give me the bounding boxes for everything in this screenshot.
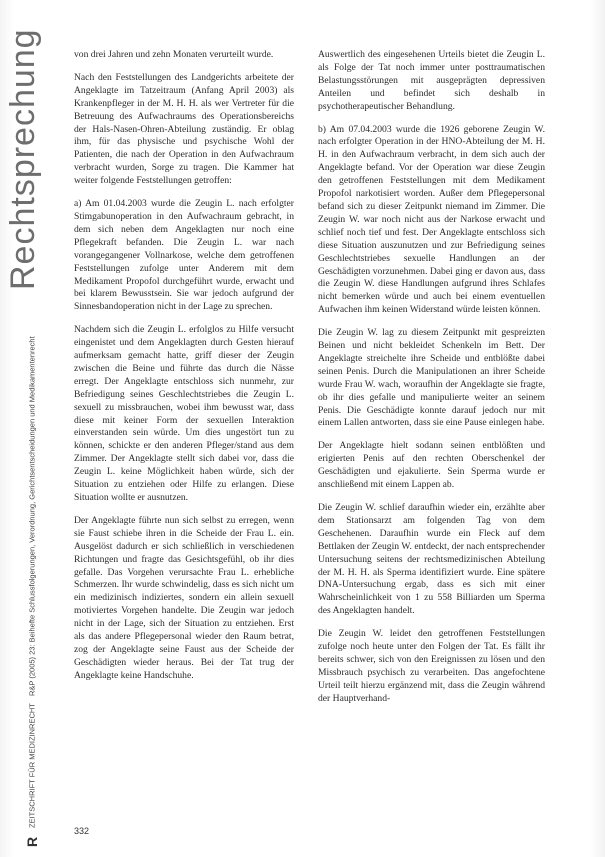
paragraph: Die Zeugin W. lag zu diesem Zeitpunkt mit gespreizten Beinen und nicht bekleidet Schenkeln im Bett. Der Angeklagte streichelte ihre Scheide und entblößte dabei seinen Penis. Durch die Manipulationen an ihrer Scheide wurde Frau W. wach, woraufhin der Angeklagte sie fragte, ob ihr dies gefalle und manipulierte weiter an seinem Penis. Die Geschädigte konnte darauf jedoch nur mit einem Lallen antworten, dass sie eine Pause einlegen habe. (318, 327, 545, 429)
left-column (74, 49, 294, 693)
paragraph: b) Am 07.04.2003 wurde die 1926 geborene Zeugin W. nach erfolgter Operation in der HNO-Abteilung der M. H. H. in den Aufwachraum verbracht, in dem sich auch der Angeklagte befand. Vor der Operation war diese Zeugin den getroffenen Feststellungen mit dem Medikament Propofol narkotisiert worden. Außer dem Pflegepersonal befand sich zu dieser Zeitpunkt niemand im Zimmer. Die Zeugin W. war noch nicht aus der Narkose erwacht und schlief noch tief und fest. Der Angeklagte entschloss sich diese Situation auszunutzen und zur Befriedigung seines Geschlechtstriebes sexuelle Handlungen an der Geschädigten vorzunehmen. Dabei ging er davon aus, dass die Zeugin W. diese Handlungen aufgrund ihres Schlafes nicht bemerken würde und auch bei einem eventuellen Aufwachen ihm keinen Widerstand würde leisten können. (318, 123, 545, 316)
journal-footer-text: R&P (2005) 23: Beihefte Schlussfolgerungen, Verordnung, Gerichtsentscheidungen und Medikamentenrecht (27, 335, 37, 696)
paragraph: Der Angeklagte führte nun sich selbst zu erregen, wenn sie Faust schiebe ihren in die Scheide der Frau L. ein. Ausgelöst dadurch er sich schließlich in verschiedenen Richtungen und fragte das Gesichtsgefühl, ob ihr dies gefalle. Das Vorgehen verursachte Frau L. erhebliche Schmerzen. Ihr wurde schwindelig, dass es sich nicht um ein medizinisch indiziertes, sondern ein allein sexuell motiviertes Vorgehen handelte. Die Zeugin war jedoch nicht in der Lage, sich der Situation zu entziehen. Erst als das andere Pflegepersonal wieder den Raum betrat, zog der Angeklagte seine Faust aus der Scheide der Geschädigten wieder heraus. Bei der Tat trug der Angeklagte keine Handschuhe. (74, 514, 294, 681)
right-column (318, 49, 545, 716)
paragraph: Nachdem sich die Zeugin L. erfolglos zu Hilfe versucht eingenistet und dem Angeklagten durch Gesten hierauf aufmerksam gemacht hatte, griff dieser der Zeugin zwischen die Beine und führte das durch die Nässe erregt. Der Angeklagte entschloss sich nunmehr, zur Befriedigung seines Geschlechtstriebes die Zeugin L. sexuell zu missbrauchen, wobei ihm bewusst war, dass diese mit keiner Form der sexuellen Interaktion einverstanden sein würde. Um dies ungestört tun zu können, schickte er den anderen Pfleger/stand aus dem Zimmer. Der Angeklagte stellt sich dabei vor, dass die Zeugin L. keine Möglichkeit haben würde, sich der Situation zu entziehen oder Hilfe zu erlangen. Diese Situation wollte er ausnutzen. (74, 324, 294, 503)
paragraph: Auswertlich des eingesehenen Urteils bietet die Zeugin L. als Folge der Tat noch immer unter posttraumatischen Belastungsstörungen mit ausgeprägten depressiven Anteilen und befindet sich deshalb in psychotherapeutischer Behandlung. (318, 49, 545, 112)
page-number: 332 (74, 826, 90, 836)
section-title: Rechtsprechung (4, 28, 42, 290)
paragraph: a) Am 01.04.2003 wurde die Zeugin L. nach erfolgter Stimgabunoperation in den Aufwachraum gebracht, in dem sich neben dem Angeklagten nur noch eine Pflegekraft befanden. Die Zeugin L. war nach vorangegangener Vollnarkose, welche dem getroffenen Feststellungen zufolge unter Anderem mit dem Medikament Propofol durchgeführt wurde, erwacht und bei klarem Bewusstsein. Sie war jedoch aufgrund der Sinnesbandoperation nicht in der Lage zu sprechen. (74, 198, 294, 313)
journal-logo: R (24, 836, 40, 847)
paragraph: Die Zeugin W. leidet den getroffenen Feststellungen zufolge noch heute unter den Folgen der Tat. Es fällt ihr bereits schwer, sich von den Ereignissen zu lösen und den Missbrauch psychisch zu verarbeiten. Das angefochtene Urteil teilt hierzu ergänzend mit, dass die Zeugin während der Hauptverhand- (318, 628, 545, 704)
paragraph: Nach den Feststellungen des Landgerichts arbeitete der Angeklagte im Tatzeitraum (Anfang April 2003) als Krankenpfleger in der M. H. H. als wer Vertreter für die Betreuung des Aufwachraums des Operationsbereichs der Hals-Nasen-Ohren-Abteilung zuständig. Er oblag ihm, für das physische und psychische Wohl der Patienten, die nach der Operation in den Aufwachraum verbracht wurden, Sorge zu tragen. Die Kammer hat weiter folgende Feststellungen getroffen: (74, 71, 294, 187)
journal-footer (24, 335, 40, 847)
paragraph: von drei Jahren und zehn Monaten verurteilt wurde. (74, 49, 274, 60)
paragraph: Die Zeugin W. schlief daraufhin wieder ein, erzählte aber dem Stationsarzt am folgenden Tag von dem Geschehenen. Daraufhin wurde ein Fleck auf dem Bettlaken der Zeugin W. entdeckt, der nach entsprechender Untersuchung seitens der rechtsmedizinischen Abteilung der M. H. H. als Sperma identifiziert wurde. Eine spätere DNA-Untersuchung ergab, dass es sich mit einer Wahrscheinlichkeit von 1 zu 558 Billiarden um Sperma des Angeklagten handelt. (318, 502, 545, 617)
paragraph: Der Angeklagte hielt sodann seinen entblößten und erigierten Penis auf den rechten Oberschenkel der Geschädigten und ejakulierte. Sein Sperma wurde er anschließend mit einem Lappen ab. (318, 440, 545, 491)
journal-name: ZEITSCHRIFT FÜR MEDIZINRECHT (27, 703, 37, 829)
